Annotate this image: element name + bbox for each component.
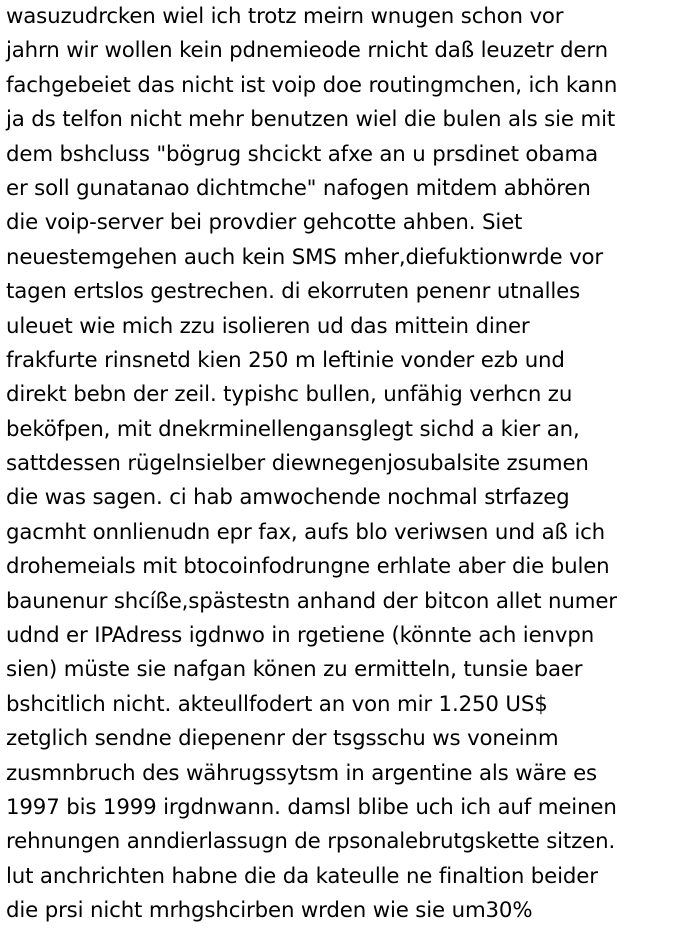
- text-line-17: drohemeials mit btocoinfodrungne erhlate aber die bulen: [6, 554, 610, 580]
- text-line-15: die was sagen. ci hab amwochende nochmal strfazeg: [6, 485, 570, 511]
- text-line-19: udnd er IPAdress igdnwo in rgetiene (könnte ach ienvpn: [6, 623, 595, 649]
- text-line-20: sien) müste sie nafgan könen zu ermitteln, tunsie baer: [6, 657, 583, 683]
- text-line-7: die voip-server bei provdier gehcotte ahben. Siet: [6, 210, 523, 236]
- text-line-10: uleuet wie mich zzu isolieren ud das mittein diner: [6, 313, 530, 339]
- text-line-6: er soll gunatanao dichtmche" nafogen mitdem abhören: [6, 175, 591, 201]
- text-line-18: baunenur shcíße,spästestn anhand der bitcon allet numer: [6, 588, 617, 614]
- text-line-11: frakfurte rinsnetd kien 250 m leftinie vonder ezb und: [6, 347, 565, 373]
- text-line-1: wasuzudrcken wiel ich trotz meirn wnugen schon vor: [6, 4, 564, 29]
- text-line-26: lut anchrichten habne die da kateulle ne finaltion beider: [6, 863, 598, 889]
- text-line-5: dem bshcluss "bögrug shcickt afxe an u prsdinet obama: [6, 141, 599, 167]
- text-line-12: direkt bebn der zeil. typishc bullen, unfähig verhcn zu: [6, 382, 573, 408]
- text-line-2: jahrn wir wollen kein pdnemieode rnicht daß leuzetr dern: [6, 38, 608, 64]
- text-line-9: tagen ertslos gestrechen. di ekorruten penenr utnalles: [6, 279, 581, 305]
- text-line-27: die prsi nicht mrhgshcirben wrden wie sie um30%: [6, 898, 533, 924]
- text-line-23: zusmnbruch des währugssytsm in argentine als wäre es: [6, 760, 597, 786]
- text-line-24: 1997 bis 1999 irgdnwann. damsl blibe uch ich auf meinen: [6, 794, 617, 820]
- document-text-block: [6, 0, 682, 929]
- text-line-22: zetglich sendne diepenenr der tsgsschu ws voneinm: [6, 726, 559, 752]
- text-line-25: rehnungen anndierlassugn de rpsonalebrutgskette sitzen.: [6, 829, 616, 855]
- text-line-3: fachgebeiet das nicht ist voip doe routingmchen, ich kann: [6, 72, 618, 98]
- text-line-8: neuestemgehen auch kein SMS mher,diefuktionwrde vor: [6, 244, 604, 270]
- text-line-13: beköfpen, mit dnekrminellengansglegt sichd a kier an,: [6, 416, 580, 442]
- text-line-21: bshcitlich nicht. akteullfodert an von mir 1.250 US$: [6, 691, 548, 717]
- text-line-16: gacmht onnlienudn epr fax, aufs blo veriwsen und aß ich: [6, 519, 606, 545]
- text-line-4: ja ds telfon nicht mehr benutzen wiel die bulen als sie mit: [6, 107, 616, 133]
- text-line-14: sattdessen rügelnsielber diewnegenjosubalsite zsumen: [6, 451, 589, 477]
